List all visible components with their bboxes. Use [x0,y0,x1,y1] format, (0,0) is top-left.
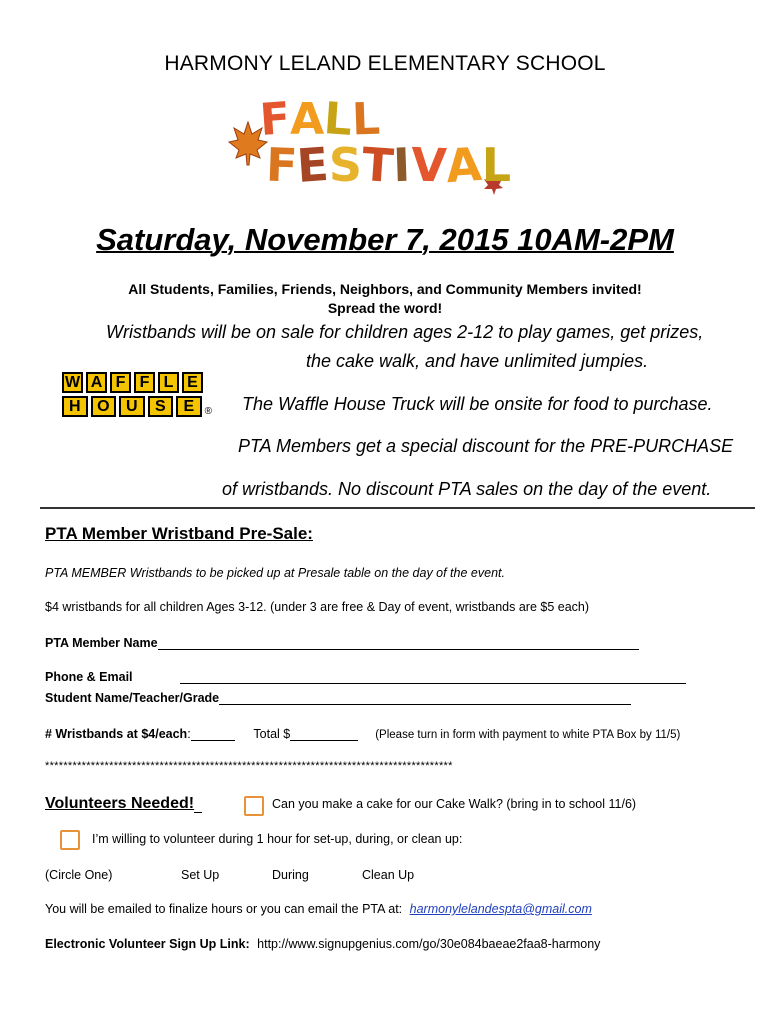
house-logo-row [62,396,212,417]
logo-letter: F [258,93,292,146]
signup-row [45,937,600,951]
registered-mark: ® [204,406,213,417]
signup-label: Electronic Volunteer Sign Up Link: [45,937,250,951]
logo-letter: I [392,137,412,193]
pricing-note: $4 wristbands for all children Ages 3-12. (under 3 are free & Day of event, wristbands are $5 each) [45,600,590,614]
waffle-logo-tile: F [134,372,155,393]
logo-letter: V [409,137,448,193]
waffle-logo-tile: E [182,372,203,393]
waffle-logo-row [62,372,212,393]
logo-word-festival [265,136,512,194]
waffle-logo-tile: W [62,372,83,393]
details-line-1: Wristbands will be on sale for children ages 2-12 to play games, get prizes, [106,322,704,342]
details-line-5: of wristbands. No discount PTA sales on the day of the event. [222,479,712,499]
logo-letter: F [265,137,299,193]
invite-line-2: Spread the word! [327,300,443,316]
member-name-line[interactable] [158,636,639,650]
logo-letter: L [481,138,512,192]
waffle-house-logo [62,372,212,424]
invite-line-1: All Students, Families, Friends, Neighbors, and Community Members invited! [128,281,642,297]
logo-word-fall [258,93,382,146]
event-date-time: Saturday, November 7, 2015 10AM-2PM [96,222,674,257]
logo-letter: T [360,136,396,194]
phone-email-label: Phone & Email [45,670,133,684]
logo-letter: L [351,93,382,146]
option-set-up[interactable]: Set Up [181,868,220,882]
waffle-logo-tile: F [110,372,131,393]
waffle-logo-tile: E [176,396,202,417]
school-name: HARMONY LELAND ELEMENTARY SCHOOL [164,52,606,75]
wristbands-colon: : [187,727,191,741]
waffle-logo-tile: H [62,396,88,417]
student-label: Student Name/Teacher/Grade [45,691,220,705]
student-field[interactable] [45,691,631,705]
presale-heading: PTA Member Wristband Pre-Sale: [45,524,313,543]
option-clean-up[interactable]: Clean Up [362,868,415,882]
fall-festival-logo [228,92,528,202]
details-line-4: PTA Members get a special discount for the PRE-PURCHASE [238,436,734,456]
member-name-label: PTA Member Name [45,636,158,650]
volunteer-checkbox[interactable] [60,830,80,850]
email-row [45,902,592,916]
section-divider [40,507,755,509]
cake-label: Can you make a cake for our Cake Walk? (bring in to school 11/6) [272,797,637,811]
waffle-logo-tile: L [158,372,179,393]
waffle-logo-tile: A [86,372,107,393]
cake-checkbox[interactable] [244,796,264,816]
invite-text [0,280,770,318]
separator-line: ***************************************************************************************** [45,760,453,772]
member-name-field[interactable] [45,636,639,650]
signup-url[interactable]: http://www.signupgenius.com/go/30e084baeae2faa8-harmony [257,937,601,951]
wristbands-count-line[interactable] [191,727,235,741]
logo-letter: L [322,93,354,146]
logo-letter: E [295,136,331,194]
pta-email-link[interactable]: harmonylelandespta@gmail.com [409,902,592,916]
total-amount-line[interactable] [290,727,358,741]
phone-email-line[interactable] [180,670,686,684]
pickup-note: PTA MEMBER Wristbands to be picked up at Presale table on the day of the event. [45,566,505,580]
logo-letter: A [290,94,325,145]
logo-letter: A [444,136,484,194]
details-line-2: the cake walk, and have unlimited jumpies. [306,351,649,371]
details-line-3: The Waffle House Truck will be onsite for food to purchase. [242,394,713,414]
total-label: Total $ [253,727,291,741]
circle-one-label: (Circle One) [45,868,113,882]
volunteers-heading-text: Volunteers Needed! [45,795,195,812]
wristbands-label: # Wristbands at $4/each [45,727,188,741]
waffle-logo-tile: S [148,396,174,417]
email-note: You will be emailed to finalize hours or you can email the PTA at: [45,902,403,916]
wristbands-row [45,727,680,741]
volunteer-label: I’m willing to volunteer during 1 hour for set-up, during, or clean up: [92,832,463,846]
waffle-logo-tile: O [91,396,117,417]
logo-letter: S [328,138,363,192]
volunteers-heading [45,795,202,813]
waffle-logo-tile: U [119,396,145,417]
student-line[interactable] [219,691,631,705]
option-during[interactable]: During [272,868,309,882]
turn-in-note: (Please turn in form with payment to white PTA Box by 11/5) [375,729,681,741]
